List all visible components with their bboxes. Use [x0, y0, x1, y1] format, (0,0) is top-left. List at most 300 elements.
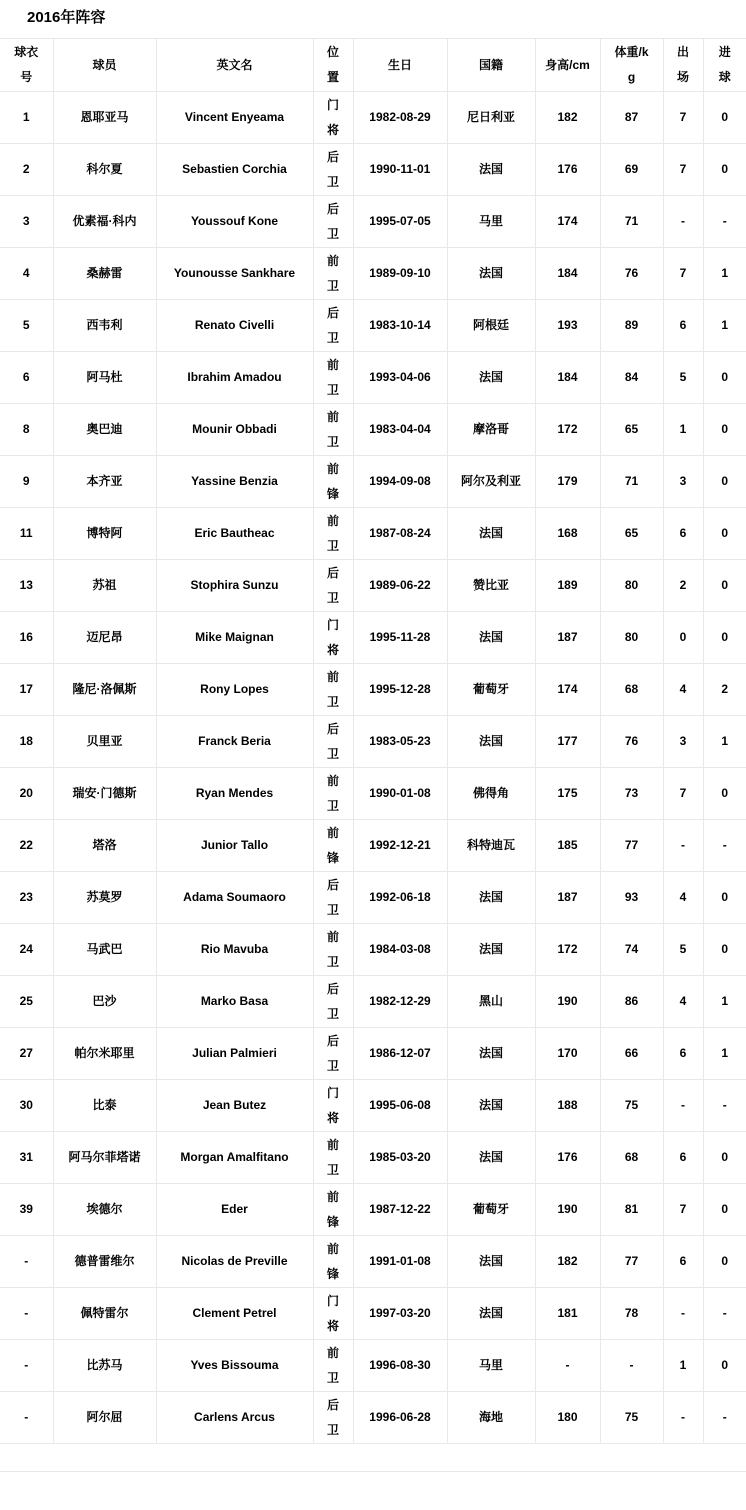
cell-height: 175 — [535, 768, 600, 820]
cell-player: 恩耶亚马 — [53, 92, 156, 144]
cell-goals: 0 — [703, 924, 746, 976]
cell-en-name: Marko Basa — [156, 976, 313, 1028]
cell-player: 本齐亚 — [53, 456, 156, 508]
cell-number: 24 — [0, 924, 53, 976]
table-row — [0, 144, 746, 196]
cell-position: 门将 — [313, 92, 353, 144]
cell-en-name: Jean Butez — [156, 1080, 313, 1132]
cell-birthday: 1982-08-29 — [353, 92, 447, 144]
cell-player: 隆尼·洛佩斯 — [53, 664, 156, 716]
table-row — [0, 1288, 746, 1340]
cell-height: 172 — [535, 404, 600, 456]
cell-position: 前卫 — [313, 1132, 353, 1184]
cell-nationality: 法国 — [447, 872, 535, 924]
cell-nationality: 赞比亚 — [447, 560, 535, 612]
cell-en-name: Stophira Sunzu — [156, 560, 313, 612]
col-header-birthday: 生日 — [353, 39, 447, 92]
cell-weight: 75 — [600, 1080, 663, 1132]
cell-player: 阿尔屈 — [53, 1392, 156, 1444]
cell-birthday: 1989-09-10 — [353, 248, 447, 300]
cell-player: 瑞安·门德斯 — [53, 768, 156, 820]
cell-birthday: 1990-11-01 — [353, 144, 447, 196]
cell-nationality: 海地 — [447, 1392, 535, 1444]
cell-position: 前锋 — [313, 456, 353, 508]
cell-number: - — [0, 1392, 53, 1444]
cell-nationality: 马里 — [447, 1340, 535, 1392]
cell-number: 9 — [0, 456, 53, 508]
cell-weight: 77 — [600, 820, 663, 872]
cell-nationality: 尼日利亚 — [447, 92, 535, 144]
cell-player: 德普雷维尔 — [53, 1236, 156, 1288]
table-row — [0, 1392, 746, 1444]
cell-en-name: Adama Soumaoro — [156, 872, 313, 924]
cell-appearances: 7 — [663, 144, 703, 196]
cell-birthday: 1992-12-21 — [353, 820, 447, 872]
cell-position: 后卫 — [313, 144, 353, 196]
table-row — [0, 664, 746, 716]
cell-position: 前锋 — [313, 1236, 353, 1288]
table-row — [0, 1340, 746, 1392]
table-row — [0, 1080, 746, 1132]
cell-birthday: 1983-04-04 — [353, 404, 447, 456]
cell-birthday: 1993-04-06 — [353, 352, 447, 404]
col-header-goals: 进球 — [703, 39, 746, 92]
table-row — [0, 820, 746, 872]
cell-player: 比泰 — [53, 1080, 156, 1132]
cell-appearances: 3 — [663, 456, 703, 508]
cell-en-name: Eder — [156, 1184, 313, 1236]
table-row — [0, 1236, 746, 1288]
cell-number: 8 — [0, 404, 53, 456]
cell-player: 贝里亚 — [53, 716, 156, 768]
cell-en-name: Morgan Amalfitano — [156, 1132, 313, 1184]
cell-weight: 66 — [600, 1028, 663, 1080]
table-row — [0, 248, 746, 300]
cell-en-name: Yves Bissouma — [156, 1340, 313, 1392]
cell-appearances: 5 — [663, 924, 703, 976]
cell-number: 20 — [0, 768, 53, 820]
cell-number: 4 — [0, 248, 53, 300]
cell-nationality: 马里 — [447, 196, 535, 248]
cell-birthday: 1996-06-28 — [353, 1392, 447, 1444]
cell-nationality: 法国 — [447, 248, 535, 300]
col-header-weight: 体重/kg — [600, 39, 663, 92]
cell-position: 前卫 — [313, 924, 353, 976]
table-row — [0, 924, 746, 976]
cell-weight: 87 — [600, 92, 663, 144]
cell-goals: 0 — [703, 1132, 746, 1184]
cell-birthday: 1995-06-08 — [353, 1080, 447, 1132]
cell-position: 后卫 — [313, 872, 353, 924]
cell-number: - — [0, 1340, 53, 1392]
cell-birthday: 1986-12-07 — [353, 1028, 447, 1080]
cell-number: 23 — [0, 872, 53, 924]
table-row — [0, 508, 746, 560]
cell-birthday: 1991-01-08 — [353, 1236, 447, 1288]
cell-en-name: Vincent Enyeama — [156, 92, 313, 144]
cell-weight: 76 — [600, 716, 663, 768]
cell-goals: 0 — [703, 1236, 746, 1288]
col-header-en-name: 英文名 — [156, 39, 313, 92]
cell-weight: 78 — [600, 1288, 663, 1340]
cell-goals: 0 — [703, 404, 746, 456]
cell-nationality: 法国 — [447, 1080, 535, 1132]
cell-en-name: Nicolas de Preville — [156, 1236, 313, 1288]
cell-weight: 73 — [600, 768, 663, 820]
cell-position: 前卫 — [313, 768, 353, 820]
cell-appearances: 1 — [663, 1340, 703, 1392]
cell-weight: 80 — [600, 612, 663, 664]
cell-birthday: 1983-05-23 — [353, 716, 447, 768]
cell-height: 188 — [535, 1080, 600, 1132]
cell-appearances: - — [663, 196, 703, 248]
cell-birthday: 1984-03-08 — [353, 924, 447, 976]
cell-height: 176 — [535, 1132, 600, 1184]
cell-height: 193 — [535, 300, 600, 352]
cell-goals: 0 — [703, 508, 746, 560]
cell-en-name: Junior Tallo — [156, 820, 313, 872]
cell-goals: 0 — [703, 768, 746, 820]
cell-height: 189 — [535, 560, 600, 612]
col-header-number: 球衣号 — [0, 39, 53, 92]
cell-height: 174 — [535, 196, 600, 248]
cell-number: 30 — [0, 1080, 53, 1132]
cell-player: 博特阿 — [53, 508, 156, 560]
cell-en-name: Carlens Arcus — [156, 1392, 313, 1444]
cell-en-name: Yassine Benzia — [156, 456, 313, 508]
cell-height: 190 — [535, 976, 600, 1028]
header-row — [0, 39, 746, 92]
cell-number: 1 — [0, 92, 53, 144]
cell-height: 181 — [535, 1288, 600, 1340]
cell-player: 奥巴迪 — [53, 404, 156, 456]
cell-birthday: 1995-07-05 — [353, 196, 447, 248]
cell-position: 前锋 — [313, 1184, 353, 1236]
cell-height: 182 — [535, 92, 600, 144]
cell-number: 3 — [0, 196, 53, 248]
cell-height: 168 — [535, 508, 600, 560]
cell-appearances: 4 — [663, 664, 703, 716]
cell-height: - — [535, 1340, 600, 1392]
cell-player: 科尔夏 — [53, 144, 156, 196]
cell-appearances: 5 — [663, 352, 703, 404]
cell-birthday: 1995-12-28 — [353, 664, 447, 716]
cell-appearances: 4 — [663, 976, 703, 1028]
cell-weight: 71 — [600, 196, 663, 248]
cell-number: 5 — [0, 300, 53, 352]
table-row — [0, 1028, 746, 1080]
cell-appearances: 6 — [663, 1236, 703, 1288]
cell-position: 后卫 — [313, 300, 353, 352]
cell-goals: 1 — [703, 1028, 746, 1080]
cell-position: 门将 — [313, 612, 353, 664]
cell-nationality: 葡萄牙 — [447, 664, 535, 716]
cell-player: 苏莫罗 — [53, 872, 156, 924]
cell-appearances: 0 — [663, 612, 703, 664]
cell-nationality: 法国 — [447, 612, 535, 664]
cell-nationality: 摩洛哥 — [447, 404, 535, 456]
cell-nationality: 佛得角 — [447, 768, 535, 820]
cell-goals: - — [703, 820, 746, 872]
cell-number: 39 — [0, 1184, 53, 1236]
col-header-position: 位置 — [313, 39, 353, 92]
cell-birthday: 1983-10-14 — [353, 300, 447, 352]
cell-player: 优素福·科内 — [53, 196, 156, 248]
cell-weight: 89 — [600, 300, 663, 352]
cell-number: 16 — [0, 612, 53, 664]
cell-nationality: 法国 — [447, 508, 535, 560]
cell-birthday: 1982-12-29 — [353, 976, 447, 1028]
cell-position: 后卫 — [313, 1392, 353, 1444]
cell-birthday: 1985-03-20 — [353, 1132, 447, 1184]
cell-goals: 1 — [703, 976, 746, 1028]
cell-height: 182 — [535, 1236, 600, 1288]
table-row — [0, 352, 746, 404]
cell-appearances: 6 — [663, 1132, 703, 1184]
cell-nationality: 法国 — [447, 1028, 535, 1080]
cell-appearances: 3 — [663, 716, 703, 768]
cell-goals: 0 — [703, 456, 746, 508]
cell-weight: 76 — [600, 248, 663, 300]
cell-goals: - — [703, 1392, 746, 1444]
cell-weight: 81 — [600, 1184, 663, 1236]
cell-number: 22 — [0, 820, 53, 872]
cell-position: 后卫 — [313, 196, 353, 248]
cell-en-name: Rio Mavuba — [156, 924, 313, 976]
cell-height: 184 — [535, 248, 600, 300]
cell-en-name: Sebastien Corchia — [156, 144, 313, 196]
cell-height: 170 — [535, 1028, 600, 1080]
cell-position: 后卫 — [313, 560, 353, 612]
cell-appearances: 7 — [663, 1184, 703, 1236]
cell-birthday: 1994-09-08 — [353, 456, 447, 508]
table-row — [0, 1184, 746, 1236]
cell-goals: 0 — [703, 1340, 746, 1392]
cell-height: 180 — [535, 1392, 600, 1444]
cell-height: 179 — [535, 456, 600, 508]
cell-en-name: Younousse Sankhare — [156, 248, 313, 300]
table-row — [0, 612, 746, 664]
col-header-nationality: 国籍 — [447, 39, 535, 92]
cell-appearances: 6 — [663, 1028, 703, 1080]
cell-en-name: Ibrahim Amadou — [156, 352, 313, 404]
cell-appearances: 7 — [663, 248, 703, 300]
cell-appearances: 7 — [663, 768, 703, 820]
cell-goals: 1 — [703, 300, 746, 352]
cell-player: 帕尔米耶里 — [53, 1028, 156, 1080]
cell-birthday: 1987-08-24 — [353, 508, 447, 560]
cell-goals: - — [703, 196, 746, 248]
table-body — [0, 92, 746, 1444]
cell-en-name: Youssouf Kone — [156, 196, 313, 248]
col-header-height: 身高/cm — [535, 39, 600, 92]
cell-player: 阿马杜 — [53, 352, 156, 404]
cell-goals: 1 — [703, 248, 746, 300]
cell-weight: 68 — [600, 664, 663, 716]
cell-birthday: 1992-06-18 — [353, 872, 447, 924]
cell-nationality: 法国 — [447, 716, 535, 768]
cell-appearances: 2 — [663, 560, 703, 612]
cell-nationality: 科特迪瓦 — [447, 820, 535, 872]
cell-height: 187 — [535, 872, 600, 924]
cell-goals: 0 — [703, 872, 746, 924]
cell-en-name: Mounir Obbadi — [156, 404, 313, 456]
cell-en-name: Rony Lopes — [156, 664, 313, 716]
cell-position: 前卫 — [313, 248, 353, 300]
cell-nationality: 阿根廷 — [447, 300, 535, 352]
table-row — [0, 300, 746, 352]
cell-height: 172 — [535, 924, 600, 976]
cell-player: 马武巴 — [53, 924, 156, 976]
table-row — [0, 716, 746, 768]
table-row — [0, 768, 746, 820]
table-row — [0, 872, 746, 924]
cell-height: 190 — [535, 1184, 600, 1236]
cell-height: 185 — [535, 820, 600, 872]
cell-position: 门将 — [313, 1288, 353, 1340]
cell-birthday: 1995-11-28 — [353, 612, 447, 664]
cell-number: 25 — [0, 976, 53, 1028]
cell-player: 塔洛 — [53, 820, 156, 872]
cell-position: 前卫 — [313, 352, 353, 404]
cell-height: 176 — [535, 144, 600, 196]
cell-nationality: 阿尔及利亚 — [447, 456, 535, 508]
cell-number: 2 — [0, 144, 53, 196]
cell-position: 门将 — [313, 1080, 353, 1132]
cell-birthday: 1997-03-20 — [353, 1288, 447, 1340]
cell-birthday: 1990-01-08 — [353, 768, 447, 820]
cell-height: 174 — [535, 664, 600, 716]
cell-player: 西韦利 — [53, 300, 156, 352]
cell-weight: 65 — [600, 404, 663, 456]
table-row — [0, 1132, 746, 1184]
cell-en-name: Ryan Mendes — [156, 768, 313, 820]
cell-nationality: 黑山 — [447, 976, 535, 1028]
cell-goals: - — [703, 1080, 746, 1132]
cell-en-name: Franck Beria — [156, 716, 313, 768]
footer-cell — [0, 1444, 746, 1472]
cell-weight: 74 — [600, 924, 663, 976]
page-title: 2016年阵容 — [27, 9, 106, 26]
cell-number: - — [0, 1236, 53, 1288]
cell-position: 前卫 — [313, 508, 353, 560]
cell-weight: 77 — [600, 1236, 663, 1288]
table-row — [0, 92, 746, 144]
cell-position: 前卫 — [313, 404, 353, 456]
cell-number: - — [0, 1288, 53, 1340]
cell-player: 苏祖 — [53, 560, 156, 612]
cell-nationality: 法国 — [447, 1132, 535, 1184]
cell-en-name: Eric Bautheac — [156, 508, 313, 560]
cell-player: 迈尼昂 — [53, 612, 156, 664]
cell-weight: 68 — [600, 1132, 663, 1184]
cell-goals: 0 — [703, 612, 746, 664]
cell-player: 埃德尔 — [53, 1184, 156, 1236]
cell-player: 桑赫雷 — [53, 248, 156, 300]
col-header-player: 球员 — [53, 39, 156, 92]
cell-goals: 0 — [703, 144, 746, 196]
cell-appearances: - — [663, 1080, 703, 1132]
cell-position: 后卫 — [313, 976, 353, 1028]
cell-weight: 86 — [600, 976, 663, 1028]
cell-player: 巴沙 — [53, 976, 156, 1028]
table-row — [0, 404, 746, 456]
cell-number: 6 — [0, 352, 53, 404]
table-row — [0, 196, 746, 248]
cell-appearances: 4 — [663, 872, 703, 924]
cell-weight: 71 — [600, 456, 663, 508]
cell-nationality: 法国 — [447, 1236, 535, 1288]
cell-weight: 65 — [600, 508, 663, 560]
cell-number: 27 — [0, 1028, 53, 1080]
cell-en-name: Julian Palmieri — [156, 1028, 313, 1080]
cell-appearances: 6 — [663, 300, 703, 352]
cell-height: 184 — [535, 352, 600, 404]
cell-goals: 0 — [703, 352, 746, 404]
cell-birthday: 1989-06-22 — [353, 560, 447, 612]
cell-goals: 0 — [703, 92, 746, 144]
cell-weight: - — [600, 1340, 663, 1392]
table-row — [0, 560, 746, 612]
cell-position: 前卫 — [313, 1340, 353, 1392]
cell-weight: 75 — [600, 1392, 663, 1444]
cell-nationality: 法国 — [447, 924, 535, 976]
cell-weight: 93 — [600, 872, 663, 924]
cell-appearances: 1 — [663, 404, 703, 456]
cell-number: 18 — [0, 716, 53, 768]
cell-weight: 80 — [600, 560, 663, 612]
squad-table — [0, 38, 746, 1472]
cell-birthday: 1987-12-22 — [353, 1184, 447, 1236]
cell-birthday: 1996-08-30 — [353, 1340, 447, 1392]
cell-goals: 0 — [703, 1184, 746, 1236]
cell-position: 后卫 — [313, 1028, 353, 1080]
cell-number: 31 — [0, 1132, 53, 1184]
col-header-appearances: 出场 — [663, 39, 703, 92]
cell-nationality: 法国 — [447, 352, 535, 404]
cell-player: 比苏马 — [53, 1340, 156, 1392]
cell-nationality: 法国 — [447, 144, 535, 196]
cell-position: 前锋 — [313, 820, 353, 872]
cell-player: 阿马尔菲塔诺 — [53, 1132, 156, 1184]
cell-nationality: 葡萄牙 — [447, 1184, 535, 1236]
cell-appearances: - — [663, 1288, 703, 1340]
cell-position: 前卫 — [313, 664, 353, 716]
cell-appearances: - — [663, 820, 703, 872]
cell-goals: 2 — [703, 664, 746, 716]
cell-height: 187 — [535, 612, 600, 664]
cell-en-name: Renato Civelli — [156, 300, 313, 352]
cell-goals: 0 — [703, 560, 746, 612]
cell-weight: 69 — [600, 144, 663, 196]
cell-goals: 1 — [703, 716, 746, 768]
cell-height: 177 — [535, 716, 600, 768]
cell-en-name: Mike Maignan — [156, 612, 313, 664]
cell-goals: - — [703, 1288, 746, 1340]
cell-number: 17 — [0, 664, 53, 716]
cell-en-name: Clement Petrel — [156, 1288, 313, 1340]
cell-nationality: 法国 — [447, 1288, 535, 1340]
cell-appearances: 7 — [663, 92, 703, 144]
cell-appearances: - — [663, 1392, 703, 1444]
footer-row — [0, 1444, 746, 1472]
cell-position: 后卫 — [313, 716, 353, 768]
cell-number: 11 — [0, 508, 53, 560]
cell-number: 13 — [0, 560, 53, 612]
cell-appearances: 6 — [663, 508, 703, 560]
table-row — [0, 976, 746, 1028]
cell-player: 佩特雷尔 — [53, 1288, 156, 1340]
